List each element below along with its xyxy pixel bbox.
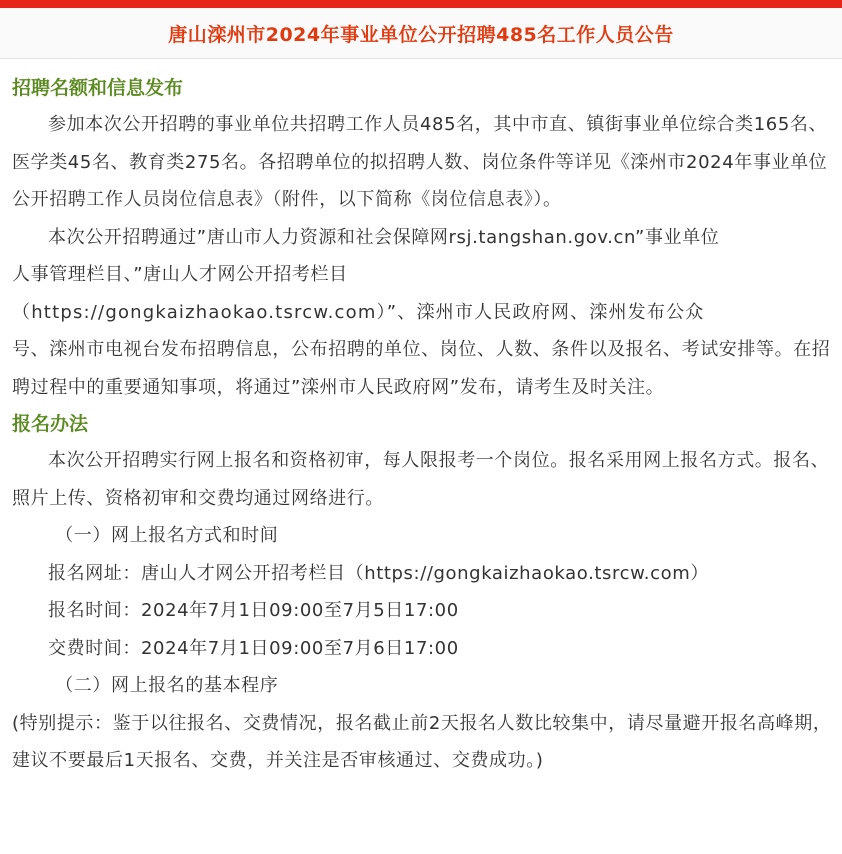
article-header (0, 8, 842, 59)
article-title: 唐山滦州市2024年事业单位公开招聘485名工作人员公告 (168, 23, 674, 46)
subsection-title-online-registration: （一）网上报名方式和时间 (55, 525, 279, 546)
section-heading-registration: 报名办法 (12, 413, 89, 435)
article-body (12, 70, 832, 780)
section-heading-quota: 招聘名额和信息发布 (12, 77, 184, 99)
payment-time-line: 交费时间：2024年7月1日09:00至7月6日17:00 (48, 637, 459, 659)
registration-site-line: 报名网址：唐山人才网公开招考栏目（https://gongkaizhaokao.tsrcw.com） (48, 562, 709, 584)
registration-time-line: 报名时间：2024年7月1日09:00至7月5日17:00 (48, 600, 459, 621)
subsection-title-basic-procedure: （二）网上报名的基本程序 (55, 675, 279, 696)
quota-paragraph-2-line-1: 本次公开招聘通过”唐山市人力资源和社会保障网rsj.tangshan.gov.cn”事业单位 (48, 226, 720, 248)
quota-paragraph-1: 参加本次公开招聘的事业单位共招聘工作人员485名，其中市直、镇街事业单位综合类165名、医学类45名、教育类275名。各招聘单位的拟招聘人数、岗位条件等详见《滦州市2024年事业单位公开招聘工作人员岗位信息表》（附件，以下简称《岗位信息表》）。 (12, 114, 828, 210)
registration-paragraph-1: 本次公开招聘实行网上报名和资格初审，每人限报考一个岗位。报名采用网上报名方式。报名、照片上传、资格初审和交费均通过网络进行。 (12, 450, 830, 509)
quota-paragraph-2-rest: 号、滦州市电视台发布招聘信息，公布招聘的单位、岗位、人数、条件以及报名、考试安排等。在招聘过程中的重要通知事项，将通过”滦州市人民政府网”发布，请考生及时关注。 (12, 339, 831, 398)
quota-paragraph-2-line-2: 人事管理栏目、”唐山人才网公开招考栏目 (12, 264, 348, 285)
top-accent-bar (0, 0, 842, 8)
special-notice: (特别提示：鉴于以往报名、交费情况，报名截止前2天报名人数比较集中，请尽量避开报名高峰期，建议不要最后1天报名、交费，并关注是否审核通过、交费成功。) (12, 712, 832, 771)
quota-paragraph-2-line-3: （https://gongkaizhaokao.tsrcw.com）”、滦州市人民政府网、滦州发布公众 (12, 301, 705, 323)
